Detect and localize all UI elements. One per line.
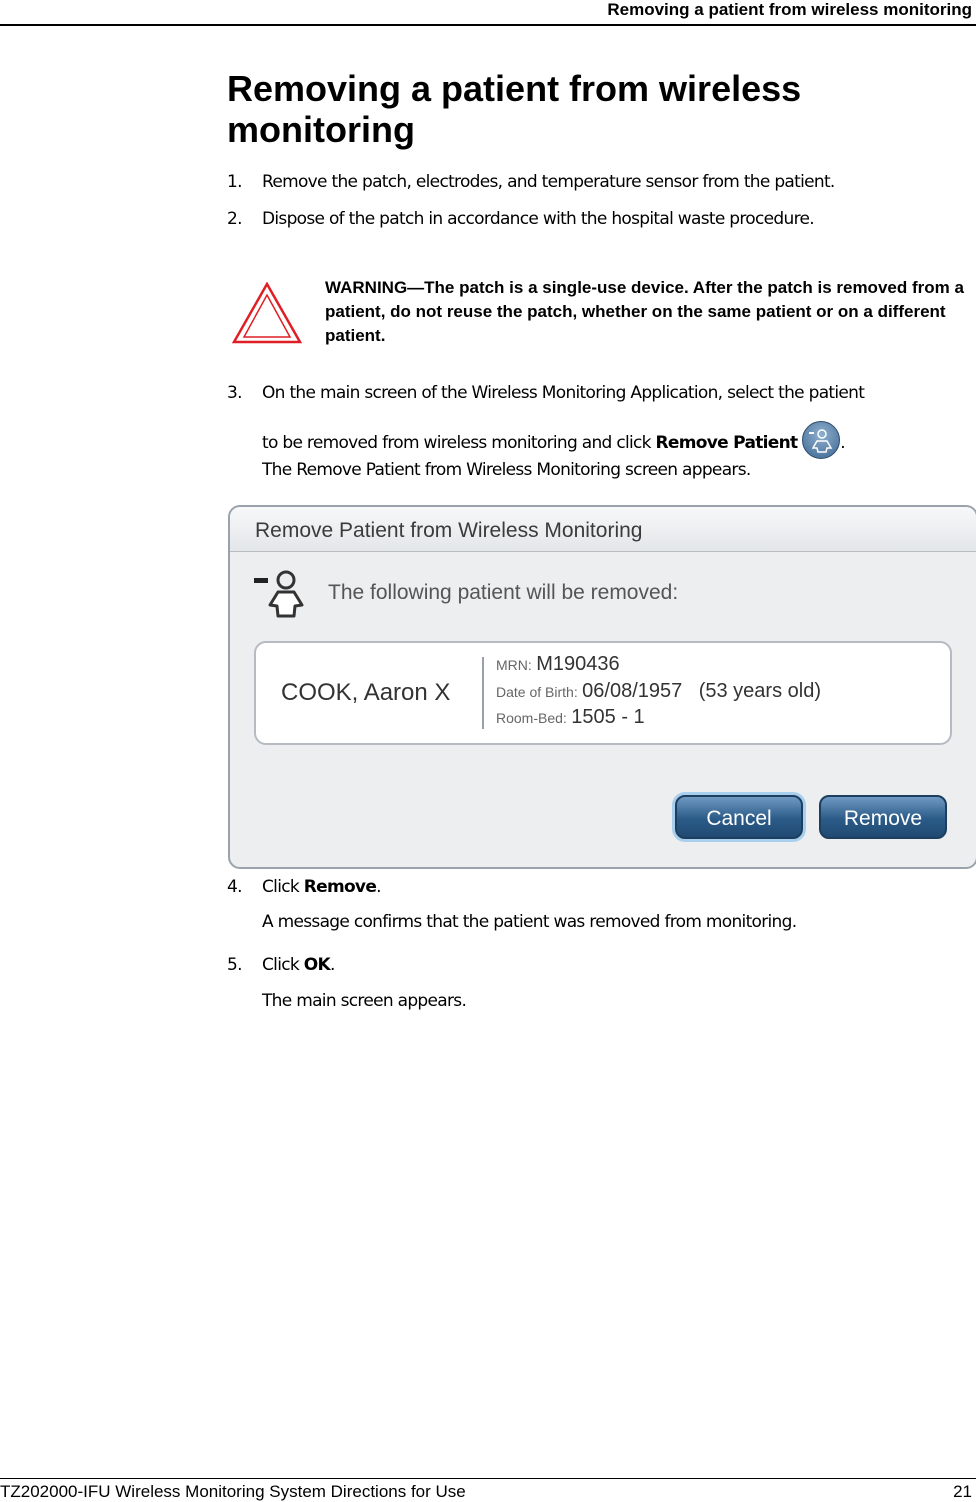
header-rule	[0, 24, 976, 26]
step-number: 4.	[227, 877, 242, 897]
remove-patient-icon	[802, 421, 840, 459]
step-text	[262, 955, 335, 975]
remove-reference: Remove	[303, 877, 377, 897]
step-text: Remove the patch, electrodes, and temperature sensor from the patient.	[262, 172, 835, 192]
step-3-continuation	[262, 424, 845, 462]
remove-person-icon	[252, 569, 322, 619]
patient-card	[254, 641, 952, 745]
remove-patient-dialog	[228, 505, 976, 869]
dialog-message: The following patient will be removed:	[328, 581, 679, 604]
step-text-part: Click	[262, 877, 304, 897]
cancel-button[interactable]: Cancel	[675, 795, 803, 839]
step-text-part: .	[376, 877, 381, 897]
step-number: 3.	[227, 383, 242, 403]
dob-value: 06/08/1957	[582, 680, 683, 702]
mrn-row	[496, 653, 620, 676]
bed-label: Room-Bed:	[496, 710, 567, 726]
step-result: The Remove Patient from Wireless Monitoring screen appears.	[262, 460, 751, 480]
step-text: On the main screen of the Wireless Monitoring Application, select the patient	[262, 383, 865, 403]
running-header: Removing a patient from wireless monitoring	[607, 0, 972, 19]
step-text: Dispose of the patch in accordance with the hospital waste procedure.	[262, 209, 814, 229]
ok-reference: OK	[303, 955, 330, 975]
footer-rule	[0, 1478, 976, 1479]
remove-patient-reference: Remove Patient	[655, 433, 798, 453]
step-result: A message confirms that the patient was removed from monitoring.	[262, 912, 797, 932]
dialog-title: Remove Patient from Wireless Monitoring	[230, 507, 976, 552]
step-text	[262, 877, 381, 897]
step-number: 5.	[227, 955, 242, 975]
step-number: 2.	[227, 209, 242, 229]
page-number: 21	[953, 1482, 972, 1501]
step-text-part: .	[329, 955, 335, 975]
step-text: .	[840, 433, 845, 453]
card-divider	[482, 657, 484, 729]
dob-row	[496, 680, 821, 703]
step-number: 1.	[227, 172, 242, 192]
age-value: (53 years old)	[698, 680, 821, 702]
step-result: The main screen appears.	[262, 991, 467, 1011]
patient-name: COOK, Aaron X	[281, 679, 451, 706]
mrn-value: M190436	[536, 653, 620, 675]
warning-triangle-icon	[232, 282, 302, 344]
remove-button[interactable]: Remove	[819, 795, 947, 839]
step-text-part: Click	[262, 955, 304, 975]
footer-document-id: TZ202000-IFU Wireless Monitoring System Directions for Use	[0, 1482, 466, 1501]
mrn-label: MRN:	[496, 657, 532, 673]
page-title: Removing a patient from wireless monitoring	[227, 68, 802, 150]
warning-text: WARNING—The patch is a single-use device. After the patch is removed from a patient, do not reuse the patch, whether on the same patient or on a different patient.	[325, 278, 964, 345]
bed-value: 1505 - 1	[571, 706, 645, 728]
dob-label: Date of Birth:	[496, 684, 578, 700]
step-text: to be removed from wireless monitoring and click	[262, 433, 656, 453]
bed-row	[496, 706, 645, 729]
